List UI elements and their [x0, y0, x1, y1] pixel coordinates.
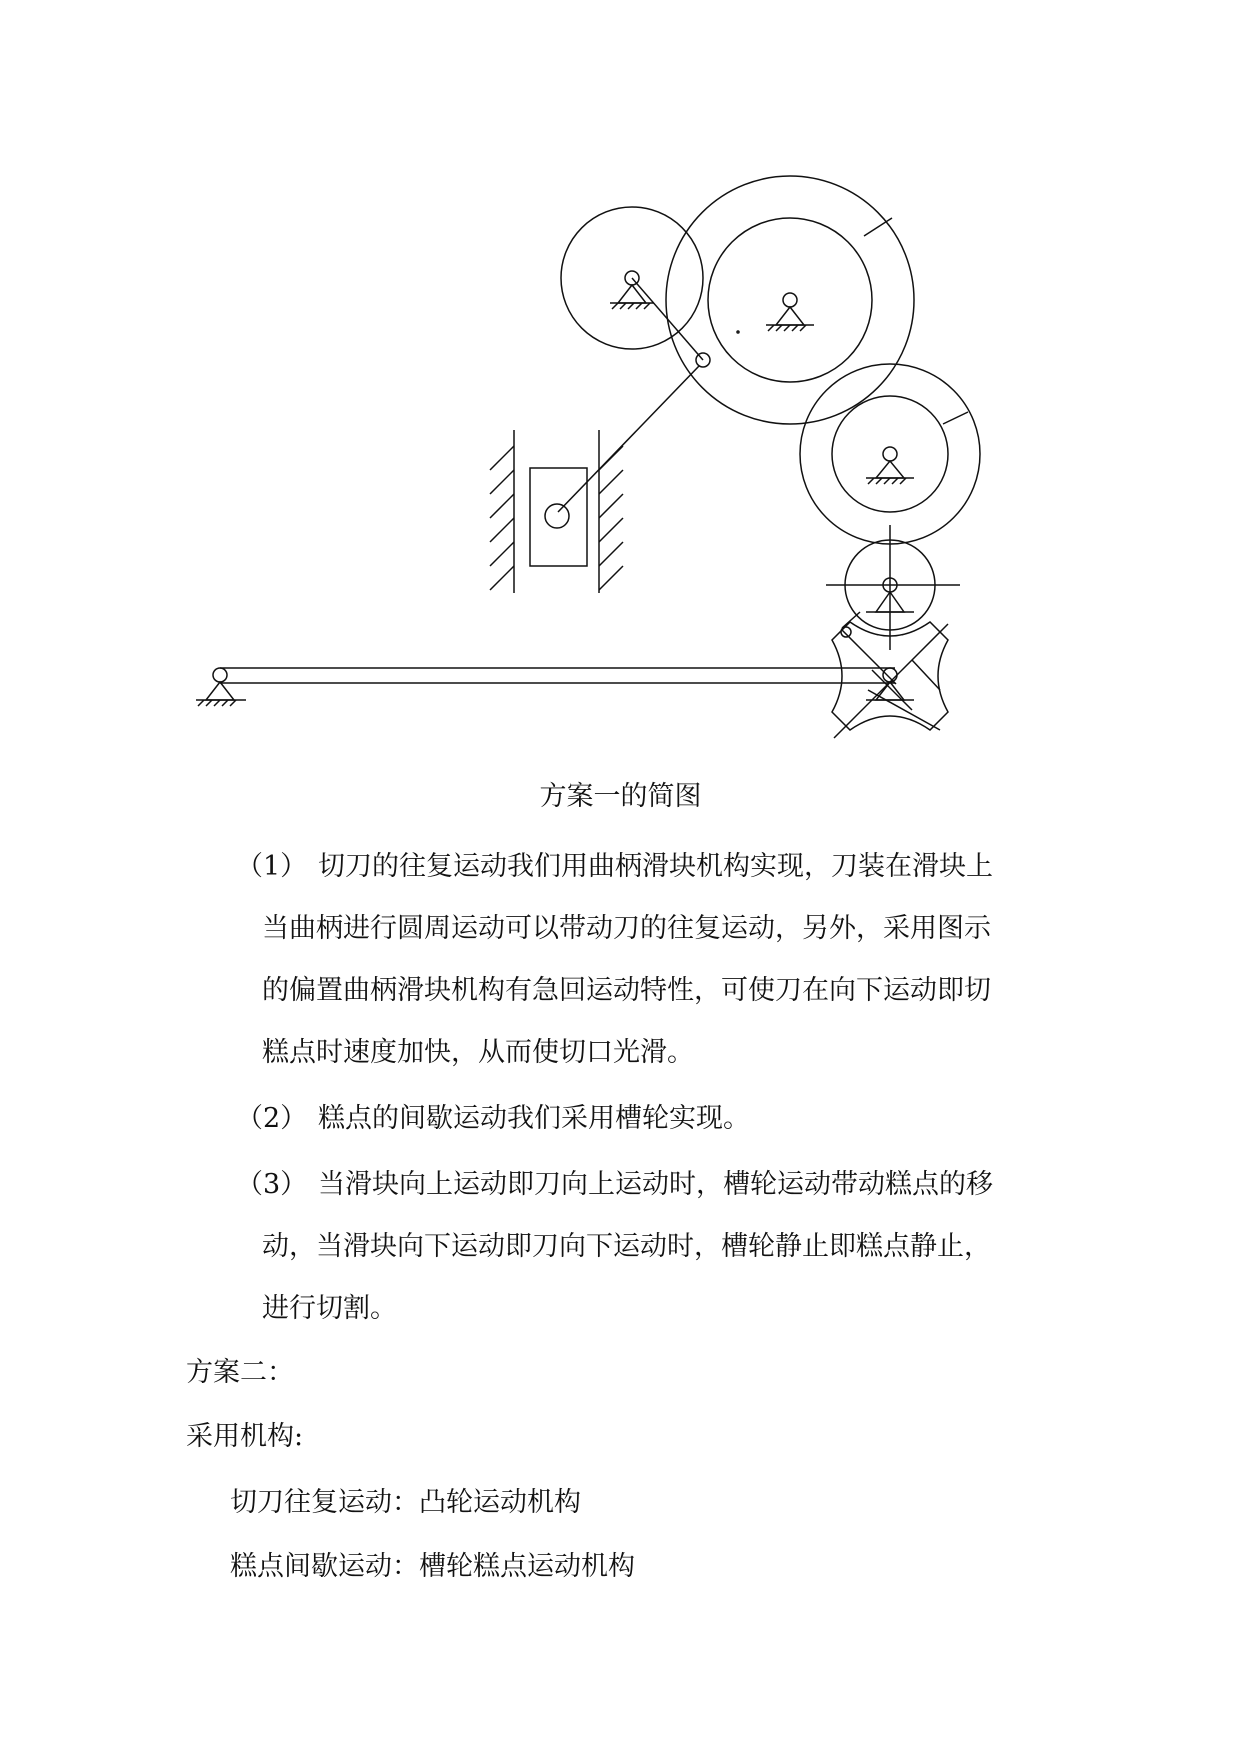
fixed-pivot-icon — [866, 461, 914, 484]
fixed-pivot-icon — [866, 682, 914, 700]
item-1-line-4: 糕点时速度加快，从而使切口光滑。 — [262, 1037, 694, 1068]
mechanism-diagram — [0, 0, 1241, 760]
item-1-line-3: 的偏置曲柄滑块机构有急回运动特性，可使刀在向下运动即切 — [262, 975, 991, 1006]
item-3-line-3: 进行切割。 — [262, 1293, 397, 1324]
scheme-2-entry: 切刀往复运动：凸轮运动机构 — [230, 1487, 581, 1518]
item-3-line-2: 动，当滑块向下运动即刀向下运动时，槽轮静止即糕点静止， — [262, 1231, 991, 1262]
item-1-number: （1） — [236, 851, 308, 882]
fixed-pivot-icon — [196, 682, 246, 706]
slider-block — [530, 468, 587, 566]
item-2-line-1: 糕点的间歇运动我们采用槽轮实现。 — [318, 1103, 750, 1134]
fixed-pivot-icon — [610, 285, 654, 309]
item-1-line-1: 切刀的往复运动我们用曲柄滑块机构实现，刀装在滑块上 — [318, 851, 993, 882]
large-gear — [666, 176, 914, 424]
item-2-number: （2） — [236, 1103, 308, 1134]
scheme-2-entry: 糕点间歇运动：槽轮糕点运动机构 — [230, 1551, 635, 1582]
scheme-2-subheading: 采用机构: — [186, 1421, 304, 1452]
slider-guide-left — [490, 430, 514, 593]
slider-guide-right — [599, 430, 623, 593]
middle-gear — [800, 364, 980, 544]
item-3-line-1: 当滑块向上运动即刀向上运动时，槽轮运动带动糕点的移 — [318, 1169, 993, 1200]
item-3-number: （3） — [236, 1169, 308, 1200]
conveyor-bar — [213, 668, 897, 683]
scheme-2-heading: 方案二： — [186, 1357, 294, 1388]
item-1-line-2: 当曲柄进行圆周运动可以带动刀的往复运动，另外，采用图示 — [262, 913, 991, 944]
connecting-rod — [558, 278, 710, 512]
figure-caption: 方案一的简图 — [539, 781, 702, 812]
fixed-pivot-icon — [766, 307, 814, 331]
